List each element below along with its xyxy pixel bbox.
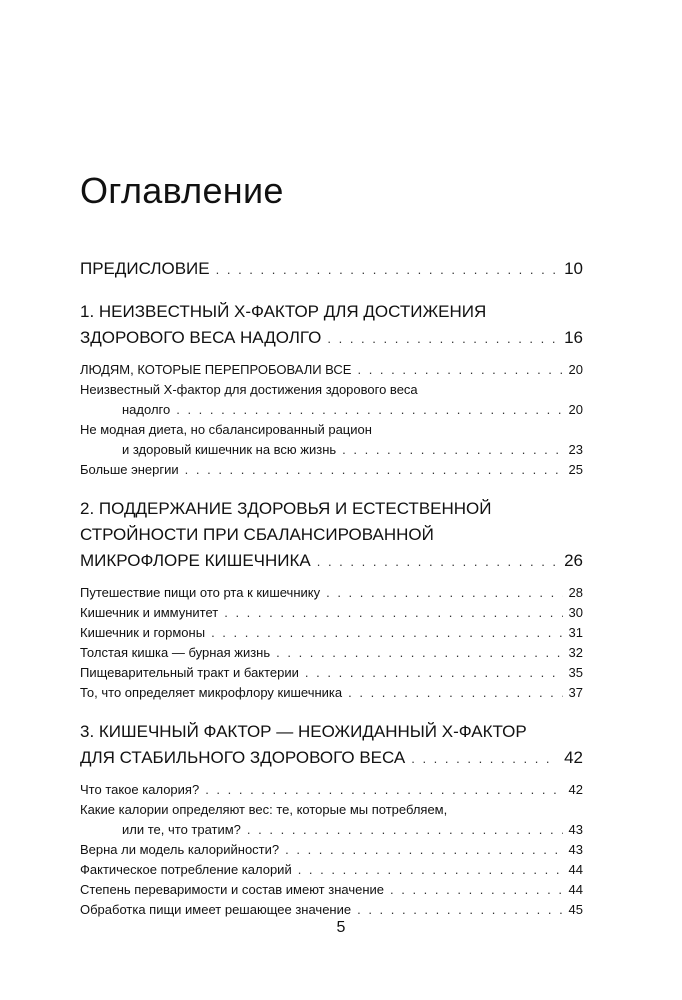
entry-page-number: 43: [568, 842, 583, 857]
entry-page-number: 44: [568, 882, 583, 897]
entry-title-line: СТРОЙНОСТИ ПРИ СБАЛАНСИРОВАННОЙ: [80, 525, 434, 544]
entry-page-number: 20: [568, 362, 583, 377]
entry-row: [80, 548, 583, 575]
section-entry: [80, 663, 583, 683]
entry-row: [80, 325, 583, 352]
section-entry: [80, 780, 583, 800]
entry-title: надолго: [122, 402, 171, 417]
dot-leader: [224, 603, 562, 623]
entry-row: [80, 840, 583, 860]
entry-title-line: 1. НЕИЗВЕСТНЫЙ Х-ФАКТОР ДЛЯ ДОСТИЖЕНИЯ: [80, 302, 487, 321]
chapter-entry: [80, 719, 583, 772]
dot-leader: [285, 840, 562, 860]
section-entry: [80, 603, 583, 623]
entry-row: [80, 623, 583, 643]
page-title: Оглавление: [80, 170, 284, 211]
entry-row: [80, 400, 583, 420]
entry-title: Толстая кишка — бурная жизнь: [80, 645, 271, 660]
entry-title: Кишечник и гормоны: [80, 625, 206, 640]
dot-leader: [357, 360, 562, 380]
entry-row: [80, 663, 583, 683]
dot-leader: [298, 860, 563, 880]
section-entry: [80, 643, 583, 663]
dot-leader: [247, 820, 563, 840]
entry-row: [80, 820, 583, 840]
spacer: [80, 352, 583, 360]
table-of-contents: [80, 256, 583, 920]
entry-row: [80, 745, 583, 772]
entry-title: ЗДОРОВОГО ВЕСА НАДОЛГО: [80, 328, 322, 347]
dot-leader: [327, 326, 558, 352]
section-entry: [80, 880, 583, 900]
entry-title: Кишечник и иммунитет: [80, 605, 219, 620]
spacer: [80, 772, 583, 780]
entry-row: [80, 683, 583, 703]
section-entry: [80, 583, 583, 603]
entry-title: Пищеварительный тракт и бактерии: [80, 665, 299, 680]
entry-page-number: 28: [568, 585, 583, 600]
dot-leader: [348, 683, 562, 703]
entry-row: [80, 440, 583, 460]
entry-title: МИКРОФЛОРЕ КИШЕЧНИКА: [80, 551, 311, 570]
dot-leader: [176, 400, 562, 420]
dot-leader: [390, 880, 563, 900]
entry-title: Степень переваримости и состав имеют значение: [80, 882, 384, 897]
dot-leader: [185, 460, 563, 480]
entry-title-line: 3. КИШЕЧНЫЙ ФАКТОР — НЕОЖИДАННЫЙ Х-ФАКТОР: [80, 722, 527, 741]
dot-leader: [211, 623, 562, 643]
entry-page-number: 16: [564, 328, 583, 347]
section-entry: [80, 683, 583, 703]
entry-page-number: 37: [568, 685, 583, 700]
page-number: 5: [336, 919, 346, 936]
section-entry: [80, 460, 583, 480]
entry-row: [80, 780, 583, 800]
entry-page-number: 43: [568, 822, 583, 837]
entry-page-number: 44: [568, 862, 583, 877]
entry-page-number: 25: [568, 462, 583, 477]
dot-leader: [317, 549, 558, 575]
section-entry: [80, 900, 583, 920]
spacer: [80, 480, 583, 496]
section-entry: [80, 623, 583, 643]
entry-title: ЛЮДЯМ, КОТОРЫЕ ПЕРЕПРОБОВАЛИ ВСЕ: [80, 362, 352, 377]
entry-title: и здоровый кишечник на всю жизнь: [122, 442, 337, 457]
entry-page-number: 20: [568, 402, 583, 417]
chapter-entry: [80, 299, 583, 352]
entry-title: Обработка пищи имеет решающее значение: [80, 902, 352, 917]
entry-title-line: Какие калории определяют вес: те, которые мы потребляем,: [80, 802, 448, 817]
dot-leader: [326, 583, 562, 603]
entry-row: [80, 460, 583, 480]
entry-row: [80, 880, 583, 900]
dot-leader: [205, 780, 562, 800]
entry-title: ПРЕДИСЛОВИЕ: [80, 259, 210, 278]
entry-page-number: 30: [568, 605, 583, 620]
entry-title: Больше энергии: [80, 462, 179, 477]
entry-page-number: 10: [564, 259, 583, 278]
spacer: [80, 703, 583, 719]
spacer: [80, 575, 583, 583]
entry-page-number: 26: [564, 551, 583, 570]
spacer: [80, 283, 583, 299]
entry-row: [80, 256, 583, 283]
entry-row: [80, 603, 583, 623]
entry-page-number: 31: [568, 625, 583, 640]
entry-page-number: 23: [568, 442, 583, 457]
dot-leader: [411, 746, 558, 772]
section-entry: [80, 860, 583, 880]
chapter-entry: [80, 256, 583, 283]
dot-leader: [305, 663, 563, 683]
section-entry: [80, 800, 583, 840]
entry-page-number: 42: [564, 748, 583, 767]
section-entry: [80, 360, 583, 380]
entry-title: ДЛЯ СТАБИЛЬНОГО ЗДОРОВОГО ВЕСА: [80, 748, 406, 767]
entry-page-number: 35: [568, 665, 583, 680]
dot-leader: [276, 643, 562, 663]
entry-title: Фактическое потребление калорий: [80, 862, 292, 877]
entry-title-line: Неизвестный Х-фактор для достижения здорового веса: [80, 382, 418, 397]
entry-page-number: 45: [568, 902, 583, 917]
entry-title: Путешествие пищи ото рта к кишечнику: [80, 585, 321, 600]
section-entry: [80, 420, 583, 460]
dot-leader: [216, 257, 558, 283]
entry-row: [80, 643, 583, 663]
entry-page-number: 42: [568, 782, 583, 797]
section-entry: [80, 380, 583, 420]
chapter-entry: [80, 496, 583, 575]
entry-title: Верна ли модель калорийности?: [80, 842, 280, 857]
entry-title: Что такое калория?: [80, 782, 200, 797]
entry-row: [80, 360, 583, 380]
entry-title: или те, что тратим?: [122, 822, 241, 837]
entry-row: [80, 583, 583, 603]
entry-row: [80, 860, 583, 880]
entry-page-number: 32: [568, 645, 583, 660]
dot-leader: [342, 440, 562, 460]
entry-title-line: Не модная диета, но сбалансированный рацион: [80, 422, 372, 437]
entry-title-line: 2. ПОДДЕРЖАНИЕ ЗДОРОВЬЯ И ЕСТЕСТВЕННОЙ: [80, 499, 492, 518]
entry-title: То, что определяет микрофлору кишечника: [80, 685, 343, 700]
section-entry: [80, 840, 583, 860]
dot-leader: [357, 900, 562, 920]
entry-row: [80, 900, 583, 920]
